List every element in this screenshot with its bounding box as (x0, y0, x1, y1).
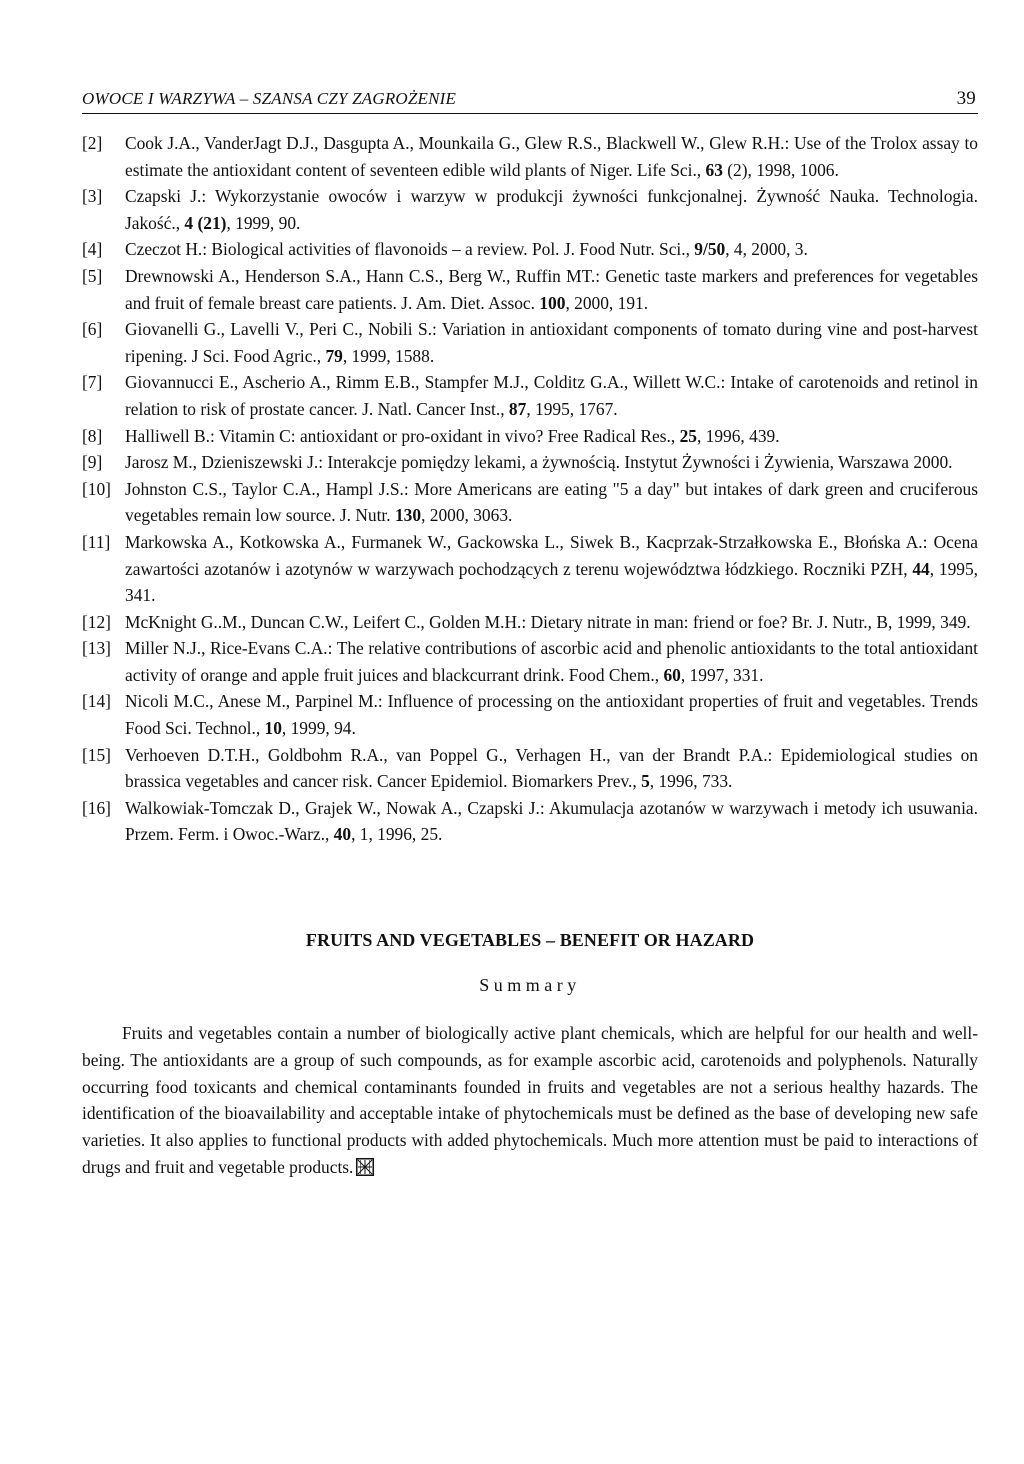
end-of-article-icon (356, 1158, 374, 1176)
reference-number: [4] (82, 239, 103, 260)
reference-text: Czeczot H.: Biological activities of flavonoids – a review. Pol. J. Food Nutr. Sci., (125, 239, 695, 260)
reference-volume: 4 (21) (184, 212, 227, 233)
reference-number: [16] (82, 797, 111, 818)
summary-title: FRUITS AND VEGETABLES – BENEFIT OR HAZARD (305, 930, 755, 951)
reference-volume: 63 (705, 159, 723, 180)
reference-volume: 87 (508, 398, 527, 419)
reference-item (82, 795, 978, 848)
reference-text-end: , 1, 1996, 25. (351, 824, 443, 845)
reference-number: [12] (82, 611, 111, 632)
reference-text-end: , 1999, 1588. (342, 345, 435, 366)
reference-text: Verhoeven D.T.H., Goldbohm R.A., van Poppel G., Verhagen H., van der Brandt P.A.: Epidemiological studies on brassica vegetables and cancer risk. Cancer Epidemiol. Biomarkers Prev., (125, 744, 978, 792)
reference-number: [8] (82, 425, 103, 446)
page (82, 88, 978, 1181)
reference-item (82, 369, 978, 422)
reference-text: Giovanelli G., Lavelli V., Peri C., Nobili S.: Variation in antioxidant components of tomato during vine and post-harvest ripening. J Sci. Food Agric., (125, 319, 978, 366)
reference-list (82, 130, 978, 848)
reference-volume: 40 (333, 824, 352, 845)
journal-section-title: OWOCE I WARZYWA – SZANSA CZY ZAGROŻENIE (82, 89, 457, 108)
reference-text-end: , 2000, 191. (565, 292, 649, 313)
reference-item (82, 742, 978, 795)
reference-number: [9] (82, 452, 103, 473)
reference-text: Drewnowski A., Henderson S.A., Hann C.S., Berg W., Ruffin MT.: Genetic taste markers and preferences for vegetables and fruit of female breast care patients. J. Am. Diet. Assoc. (125, 265, 978, 313)
reference-volume: 44 (912, 558, 930, 579)
reference-text: Miller N.J., Rice-Evans C.A.: The relative contributions of ascorbic acid and phenolic antioxidants to the total antioxidant activity of orange and apple fruit juices and blackcurrant drink. Food Chem., (125, 638, 978, 685)
reference-item (82, 635, 978, 688)
reference-number: [10] (82, 478, 111, 499)
reference-item (82, 236, 978, 263)
reference-number: [15] (82, 744, 111, 765)
reference-item (82, 183, 978, 236)
reference-text-end: , 4, 2000, 3. (725, 239, 808, 260)
reference-text: Markowska A., Kotkowska A., Furmanek W., Gackowska L., Siwek B., Kacprzak-Strzałkowska E., Błońska A.: Ocena zawartości azotanów i azotynów w warzywach pochodzących z terenu województwa łódzkiego. Roczniki PZH, (125, 531, 978, 579)
reference-number: [7] (82, 372, 103, 393)
reference-text-end: , 1999, 94. (281, 718, 356, 739)
reference-item (82, 130, 978, 183)
reference-text-end: , 1996, 733. (649, 771, 733, 792)
reference-volume: 130 (394, 505, 422, 526)
reference-number: [13] (82, 638, 111, 659)
reference-item (82, 529, 978, 609)
reference-item (82, 263, 978, 316)
reference-volume: 60 (663, 664, 681, 685)
reference-text-end: , 1995, 341. (125, 558, 979, 606)
reference-text: Walkowiak-Tomczak D., Grajek W., Nowak A., Czapski J.: Akumulacja azotanów w warzywach i metody ich usuwania. Przem. Ferm. i Owoc.-Warz., (125, 797, 978, 845)
reference-item (82, 476, 978, 529)
reference-item (82, 688, 978, 741)
reference-number: [3] (82, 186, 103, 207)
reference-text-end: , 1997, 331. (680, 664, 764, 685)
page-number: 39 (956, 88, 976, 109)
reference-text-end: , 2000, 3063. (421, 505, 513, 526)
reference-text-end: , 1995, 1767. (526, 398, 618, 419)
reference-text: Halliwell B.: Vitamin C: antioxidant or pro-oxidant in vivo? Free Radical Res., (125, 425, 680, 446)
reference-text: Nicoli M.C., Anese M., Parpinel M.: Influence of processing on the antioxidant properties of fruit and vegetables. Trends Food Sci. Technol., (125, 691, 978, 739)
reference-text: Cook J.A., VanderJagt D.J., Dasgupta A., Mounkaila G., Glew R.S., Blackwell W., Glew R.H.: Use of the Trolox assay to estimate the antioxidant content of seventeen edible wild plants of Niger. Life Sci., (125, 133, 978, 180)
reference-text: McKnight G..M., Duncan C.W., Leifert C., Golden M.H.: Dietary nitrate in man: friend or foe? Br. J. Nutr., B, 1999, 349. (125, 611, 971, 632)
running-header (82, 88, 978, 114)
reference-text: Czapski J.: Wykorzystanie owoców i warzyw w produkcji żywności funkcjonalnej. Żywność Nauka. Technologia. Jakość., (125, 186, 978, 233)
reference-volume: 5 (641, 771, 650, 792)
reference-text: Jarosz M., Dzieniszewski J.: Interakcje pomiędzy lekami, a żywnością. Instytut Żywności i Żywienia, Warszawa 2000. (125, 452, 953, 473)
reference-number: [5] (82, 265, 103, 286)
reference-item (82, 423, 978, 450)
reference-item (82, 449, 978, 476)
reference-volume: 79 (325, 345, 343, 366)
reference-volume: 25 (679, 425, 697, 446)
reference-number: [6] (82, 319, 103, 340)
reference-item (82, 316, 978, 369)
reference-text: Johnston C.S., Taylor C.A., Hampl J.S.: More Americans are eating "5 a day" but intakes of dark green and cruciferous vegetables remain low source. J. Nutr. (125, 478, 978, 526)
reference-item (82, 609, 978, 636)
summary-heading: Summary (479, 975, 581, 996)
reference-number: [11] (82, 531, 111, 552)
reference-number: [14] (82, 691, 111, 712)
summary-paragraph: Fruits and vegetables contain a number of biologically active plant chemicals, which are helpful for our health and well-being. The antioxidants are a group of such compounds, as for example ascorbic acid, carotenoids and polyphenols. Naturally occurring food toxicants and chemical contaminants founded in fruits and vegetables are not a serious healthy hazards. The identification of the bioavailability and acceptable intake of phytochemicals must be defined as the base of developing new safe varieties. It also applies to functional products with added phytochemicals. Much more attention must be paid to interactions of drugs and fruit and vegetable products. (82, 1023, 978, 1178)
reference-volume: 9/50 (694, 239, 726, 260)
reference-volume: 100 (539, 292, 566, 313)
summary-text (82, 1020, 978, 1181)
reference-text: Giovannucci E., Ascherio A., Rimm E.B., Stampfer M.J., Colditz G.A., Willett W.C.: Intake of carotenoids and retinol in relation to risk of prostate cancer. J. Natl. Cancer Inst., (125, 372, 978, 419)
reference-number: [2] (82, 133, 103, 153)
reference-text-end: , 1996, 439. (696, 425, 780, 446)
reference-text-end: , 1999, 90. (226, 212, 301, 233)
reference-text-end: (2), 1998, 1006. (722, 159, 839, 180)
reference-volume: 10 (264, 718, 282, 739)
